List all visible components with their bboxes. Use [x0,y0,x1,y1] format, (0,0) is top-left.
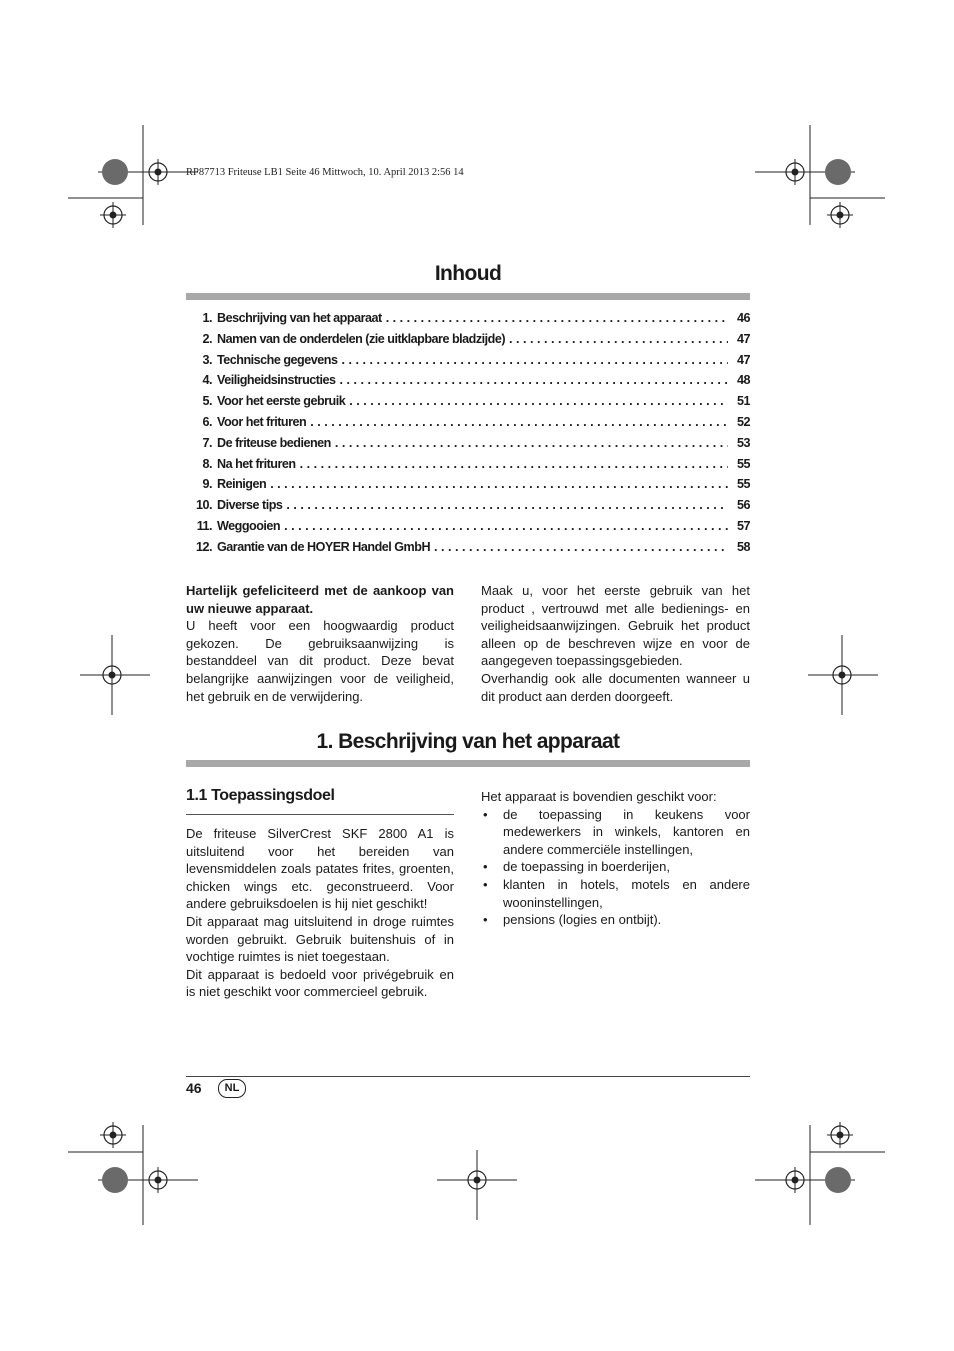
registration-mark-icon [68,125,198,255]
toc-item[interactable] [186,311,750,332]
toc-item-number: 7. [202,435,212,450]
toc-item-page: 46 [736,311,750,325]
registration-mark-icon [437,1150,517,1220]
toc-leader [284,519,728,533]
toc-title: Inhoud [434,262,502,285]
toc-item-label: Veiligheidsinstructies [217,373,336,388]
toc-item-number: 10. [195,498,212,513]
toc-leader [300,457,728,471]
intro-heading: Hartelijk gefeliciteerd met de aankoop van uw nieuwe apparaat. [186,583,454,616]
toc-item[interactable] [186,540,750,561]
intro-paragraph: U heeft voor een hoogwaardig product gekozen. De gebruiksaanwijzing is bestanddeel van dit product. Deze bevat belangrijke aanwijzingen voor de veiligheid, het gebruik en de verwijdering. [186,618,454,704]
toc-item-label: Namen van de onderdelen (zie uitklapbare bladzijde) [217,331,506,346]
list-item: • pensions (logies en ontbijt). [481,911,750,929]
toc-item-page: 48 [736,373,750,388]
section-title: 1. Beschrijving van het apparaat [316,730,620,753]
intro-paragraph: Overhandig ook alle documenten wanneer u dit product aan derden doorgeeft. [481,670,750,704]
toc-item-number: 2. [202,331,212,346]
list-item: • de toepassing in boerderijen, [481,858,750,876]
toc-leader [509,332,728,346]
toc-item[interactable] [186,477,750,498]
intro-left-column [186,582,454,705]
toc-item-label: Voor het eerste gebruik [217,394,346,409]
registration-mark-icon [755,1095,885,1225]
subsection-rule [186,814,454,815]
toc-leader [386,311,728,325]
toc-item-number: 6. [202,414,212,429]
toc-item[interactable] [186,353,750,374]
toc-item[interactable] [186,394,750,415]
toc-leader [270,477,728,491]
toc-item-page: 52 [736,414,750,429]
print-info-line: RP87713 Friteuse LB1 Seite 46 Mittwoch, 10. April 2013 2:56 14 [186,167,464,178]
title-bar-divider [186,293,750,300]
toc-item-label: Reinigen [217,477,267,492]
toc-item-page: 58 [736,539,750,554]
toc-item[interactable] [186,373,750,394]
registration-mark-icon [755,125,885,255]
toc-item-label: Technische gegevens [217,352,338,367]
toc-item-number: 3. [202,352,212,367]
body-paragraph: Dit apparaat is bedoeld voor privégebruik en is niet geschikt voor commercieel gebruik. [186,966,454,1000]
toc-item-page: 56 [736,498,750,513]
body-paragraph: De friteuse SilverCrest SKF 2800 A1 is uitsluitend voor het bereiden van levensmiddelen zoals patates frites, groenten, chicken wings etc. geconstrueerd. Voor andere gebruiksdoelen is hij niet geschikt! [186,826,454,912]
body-paragraph: Dit apparaat mag uitsluitend in droge ruimtes worden gebruikt. Gebruik buitenshuis of in vochtige ruimtes is niet toegestaan. [186,913,454,965]
toc-item-page: 57 [736,518,750,533]
toc-item-label: Garantie van de HOYER Handel GmbH [217,539,431,554]
table-of-contents [186,311,750,561]
toc-item-number: 12. [195,539,212,554]
language-badge: NL [218,1079,246,1098]
toc-item[interactable] [186,498,750,519]
toc-item[interactable] [186,457,750,478]
list-item: • klanten in hotels, motels en andere wooninstellingen, [481,876,750,911]
intro-paragraph: Maak u, voor het eerste gebruik van het product , vertrouwd met alle bedienings- en veiligheidsaanwijzingen. Gebruik het product alleen op de beschreven wijze en voor de aangegeven toepassingsgebieden. [481,583,750,669]
toc-item-page: 47 [736,331,750,346]
registration-mark-icon [80,635,150,715]
toc-leader [286,498,728,512]
toc-item[interactable] [186,332,750,353]
toc-item-label: Diverse tips [217,498,283,513]
toc-leader [434,540,728,554]
toc-leader [335,436,728,450]
toc-item-page: 55 [736,456,750,471]
list-item: • de toepassing in keukens voor medewerkers in winkels, kantoren en andere commerciële instellingen, [481,806,750,859]
toc-item-number: 4. [202,373,212,388]
toc-leader [341,353,728,367]
title-bar-divider [186,760,750,767]
toc-item-page: 47 [736,352,750,367]
toc-item-label: De friteuse bedienen [217,435,331,450]
body-paragraph: Het apparaat is bovendien geschikt voor: [481,789,717,804]
registration-mark-icon [68,1095,198,1225]
toc-item-number: 11. [196,518,212,533]
toc-leader [339,373,728,387]
toc-item[interactable] [186,415,750,436]
section-left-column [186,825,454,1001]
toc-leader [349,394,728,408]
toc-leader [310,415,728,429]
intro-right-column [481,582,750,705]
subsection-title: 1.1 Toepassingsdoel [186,787,335,804]
toc-item-number: 8. [202,456,212,471]
toc-item-number: 1. [202,311,212,325]
toc-item-page: 55 [736,477,750,492]
page-number: 46 [186,1080,202,1096]
footer-rule [186,1076,750,1077]
toc-item-label: Beschrijving van het apparaat [217,311,382,325]
toc-item-label: Weggooien [217,518,281,533]
section-right-column [481,788,750,929]
toc-item-page: 53 [736,435,750,450]
registration-mark-icon [808,635,878,715]
toc-item-number: 5. [202,394,212,409]
toc-item-label: Voor het frituren [217,414,307,429]
toc-item[interactable] [186,436,750,457]
bullet-list [481,806,750,929]
toc-item[interactable] [186,519,750,540]
toc-item-number: 9. [202,477,212,492]
toc-item-label: Na het frituren [217,456,296,471]
toc-item-page: 51 [736,394,750,409]
